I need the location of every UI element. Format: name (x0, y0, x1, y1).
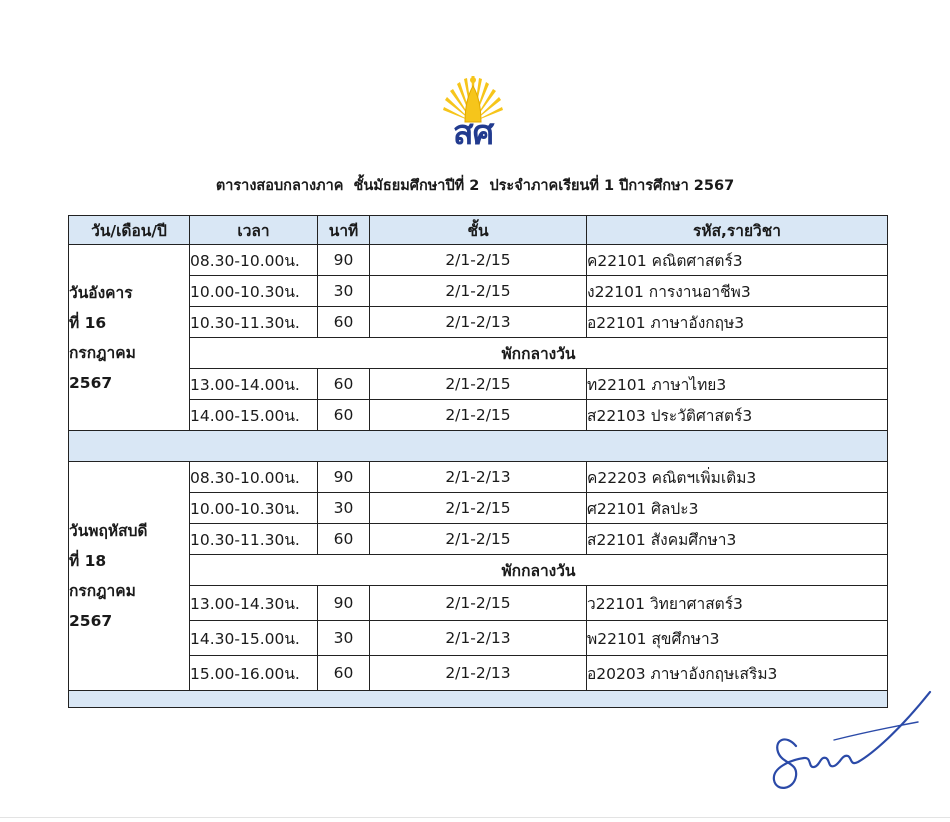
page-bottom-divider (0, 817, 950, 818)
minutes-cell: 30 (318, 493, 370, 524)
day2-year: 2567 (69, 612, 113, 630)
class-cell: 2/1-2/15 (370, 245, 587, 276)
class-cell: 2/1-2/15 (370, 524, 587, 555)
time-cell: 10.00-10.30น. (190, 276, 318, 307)
class-cell: 2/1-2/15 (370, 586, 587, 621)
time-cell: 08.30-10.00น. (190, 462, 318, 493)
day1-date-cell (69, 245, 190, 431)
subject-cell: อ20203 ภาษาอังกฤษเสริม3 (587, 656, 888, 691)
table-row (69, 656, 888, 691)
minutes-cell: 60 (318, 369, 370, 400)
table-row (69, 462, 888, 493)
subject-cell: ว22101 วิทยาศาสตร์3 (587, 586, 888, 621)
day1-year: 2567 (69, 373, 113, 392)
lunch-break-label: พักกลางวัน (190, 555, 888, 586)
minutes-cell: 30 (318, 621, 370, 656)
table-row (69, 621, 888, 656)
minutes-cell: 90 (318, 245, 370, 276)
day1-month: กรกฎาคม (69, 343, 136, 362)
lunch-break-label: พักกลางวัน (190, 338, 888, 369)
header-minutes: นาที (318, 216, 370, 245)
break-row (69, 338, 888, 369)
subject-cell: ท22101 ภาษาไทย3 (587, 369, 888, 400)
header-subject: รหัส,รายวิชา (587, 216, 888, 245)
time-cell: 10.30-11.30น. (190, 307, 318, 338)
table-row (69, 400, 888, 431)
subject-cell: ศ22101 ศิลปะ3 (587, 493, 888, 524)
school-logo (438, 70, 508, 153)
subject-cell: พ22101 สุขศึกษา3 (587, 621, 888, 656)
time-cell: 15.00-16.00น. (190, 656, 318, 691)
class-cell: 2/1-2/15 (370, 369, 587, 400)
subject-cell: ส22101 สังคมศึกษา3 (587, 524, 888, 555)
exam-schedule-table (68, 215, 888, 708)
header-time: เวลา (190, 216, 318, 245)
class-cell: 2/1-2/15 (370, 276, 587, 307)
day2-month: กรกฎาคม (69, 582, 136, 600)
day2-date-cell (69, 462, 190, 691)
time-cell: 14.00-15.00น. (190, 400, 318, 431)
table-row (69, 276, 888, 307)
break-row (69, 555, 888, 586)
table-row (69, 524, 888, 555)
subject-cell: ค22203 คณิตฯเพิ่มเติม3 (587, 462, 888, 493)
minutes-cell: 60 (318, 400, 370, 431)
class-cell: 2/1-2/13 (370, 621, 587, 656)
signature (768, 688, 933, 798)
time-cell: 10.00-10.30น. (190, 493, 318, 524)
table-row (69, 493, 888, 524)
table-row (69, 586, 888, 621)
day1-weekday: วันอังคาร (69, 283, 133, 302)
table-row (69, 369, 888, 400)
time-cell: 10.30-11.30น. (190, 524, 318, 555)
class-cell: 2/1-2/15 (370, 493, 587, 524)
day1-day: ที่ 16 (69, 313, 107, 332)
day2-weekday: วันพฤหัสบดี (69, 522, 148, 540)
subject-cell: อ22101 ภาษาอังกฤษ3 (587, 307, 888, 338)
minutes-cell: 60 (318, 307, 370, 338)
logo-text: สศ (452, 113, 494, 153)
time-cell: 14.30-15.00น. (190, 621, 318, 656)
table-row (69, 307, 888, 338)
subject-cell: ค22101 คณิตศาสตร์3 (587, 245, 888, 276)
class-cell: 2/1-2/13 (370, 462, 587, 493)
time-cell: 13.00-14.00น. (190, 369, 318, 400)
header-date: วัน/เดือน/ปี (69, 216, 190, 245)
header-class: ชั้น (370, 216, 587, 245)
time-cell: 08.30-10.00น. (190, 245, 318, 276)
subject-cell: ง22101 การงานอาชีพ3 (587, 276, 888, 307)
minutes-cell: 90 (318, 586, 370, 621)
minutes-cell: 30 (318, 276, 370, 307)
class-cell: 2/1-2/13 (370, 656, 587, 691)
minutes-cell: 60 (318, 524, 370, 555)
separator-row (69, 691, 888, 708)
class-cell: 2/1-2/13 (370, 307, 587, 338)
subject-cell: ส22103 ประวัติศาสตร์3 (587, 400, 888, 431)
separator-row (69, 431, 888, 462)
day-separator (69, 431, 888, 462)
class-cell: 2/1-2/15 (370, 400, 587, 431)
page-title: ตารางสอบกลางภาค ชั้นมัธยมศึกษาปีที่ 2 ประจำภาคเรียนที่ 1 ปีการศึกษา 2567 (215, 178, 735, 194)
table-header-row (69, 216, 888, 245)
day2-day: ที่ 18 (69, 552, 107, 570)
table-row (69, 245, 888, 276)
minutes-cell: 60 (318, 656, 370, 691)
time-cell: 13.00-14.30น. (190, 586, 318, 621)
minutes-cell: 90 (318, 462, 370, 493)
table-footer-bar (69, 691, 888, 708)
